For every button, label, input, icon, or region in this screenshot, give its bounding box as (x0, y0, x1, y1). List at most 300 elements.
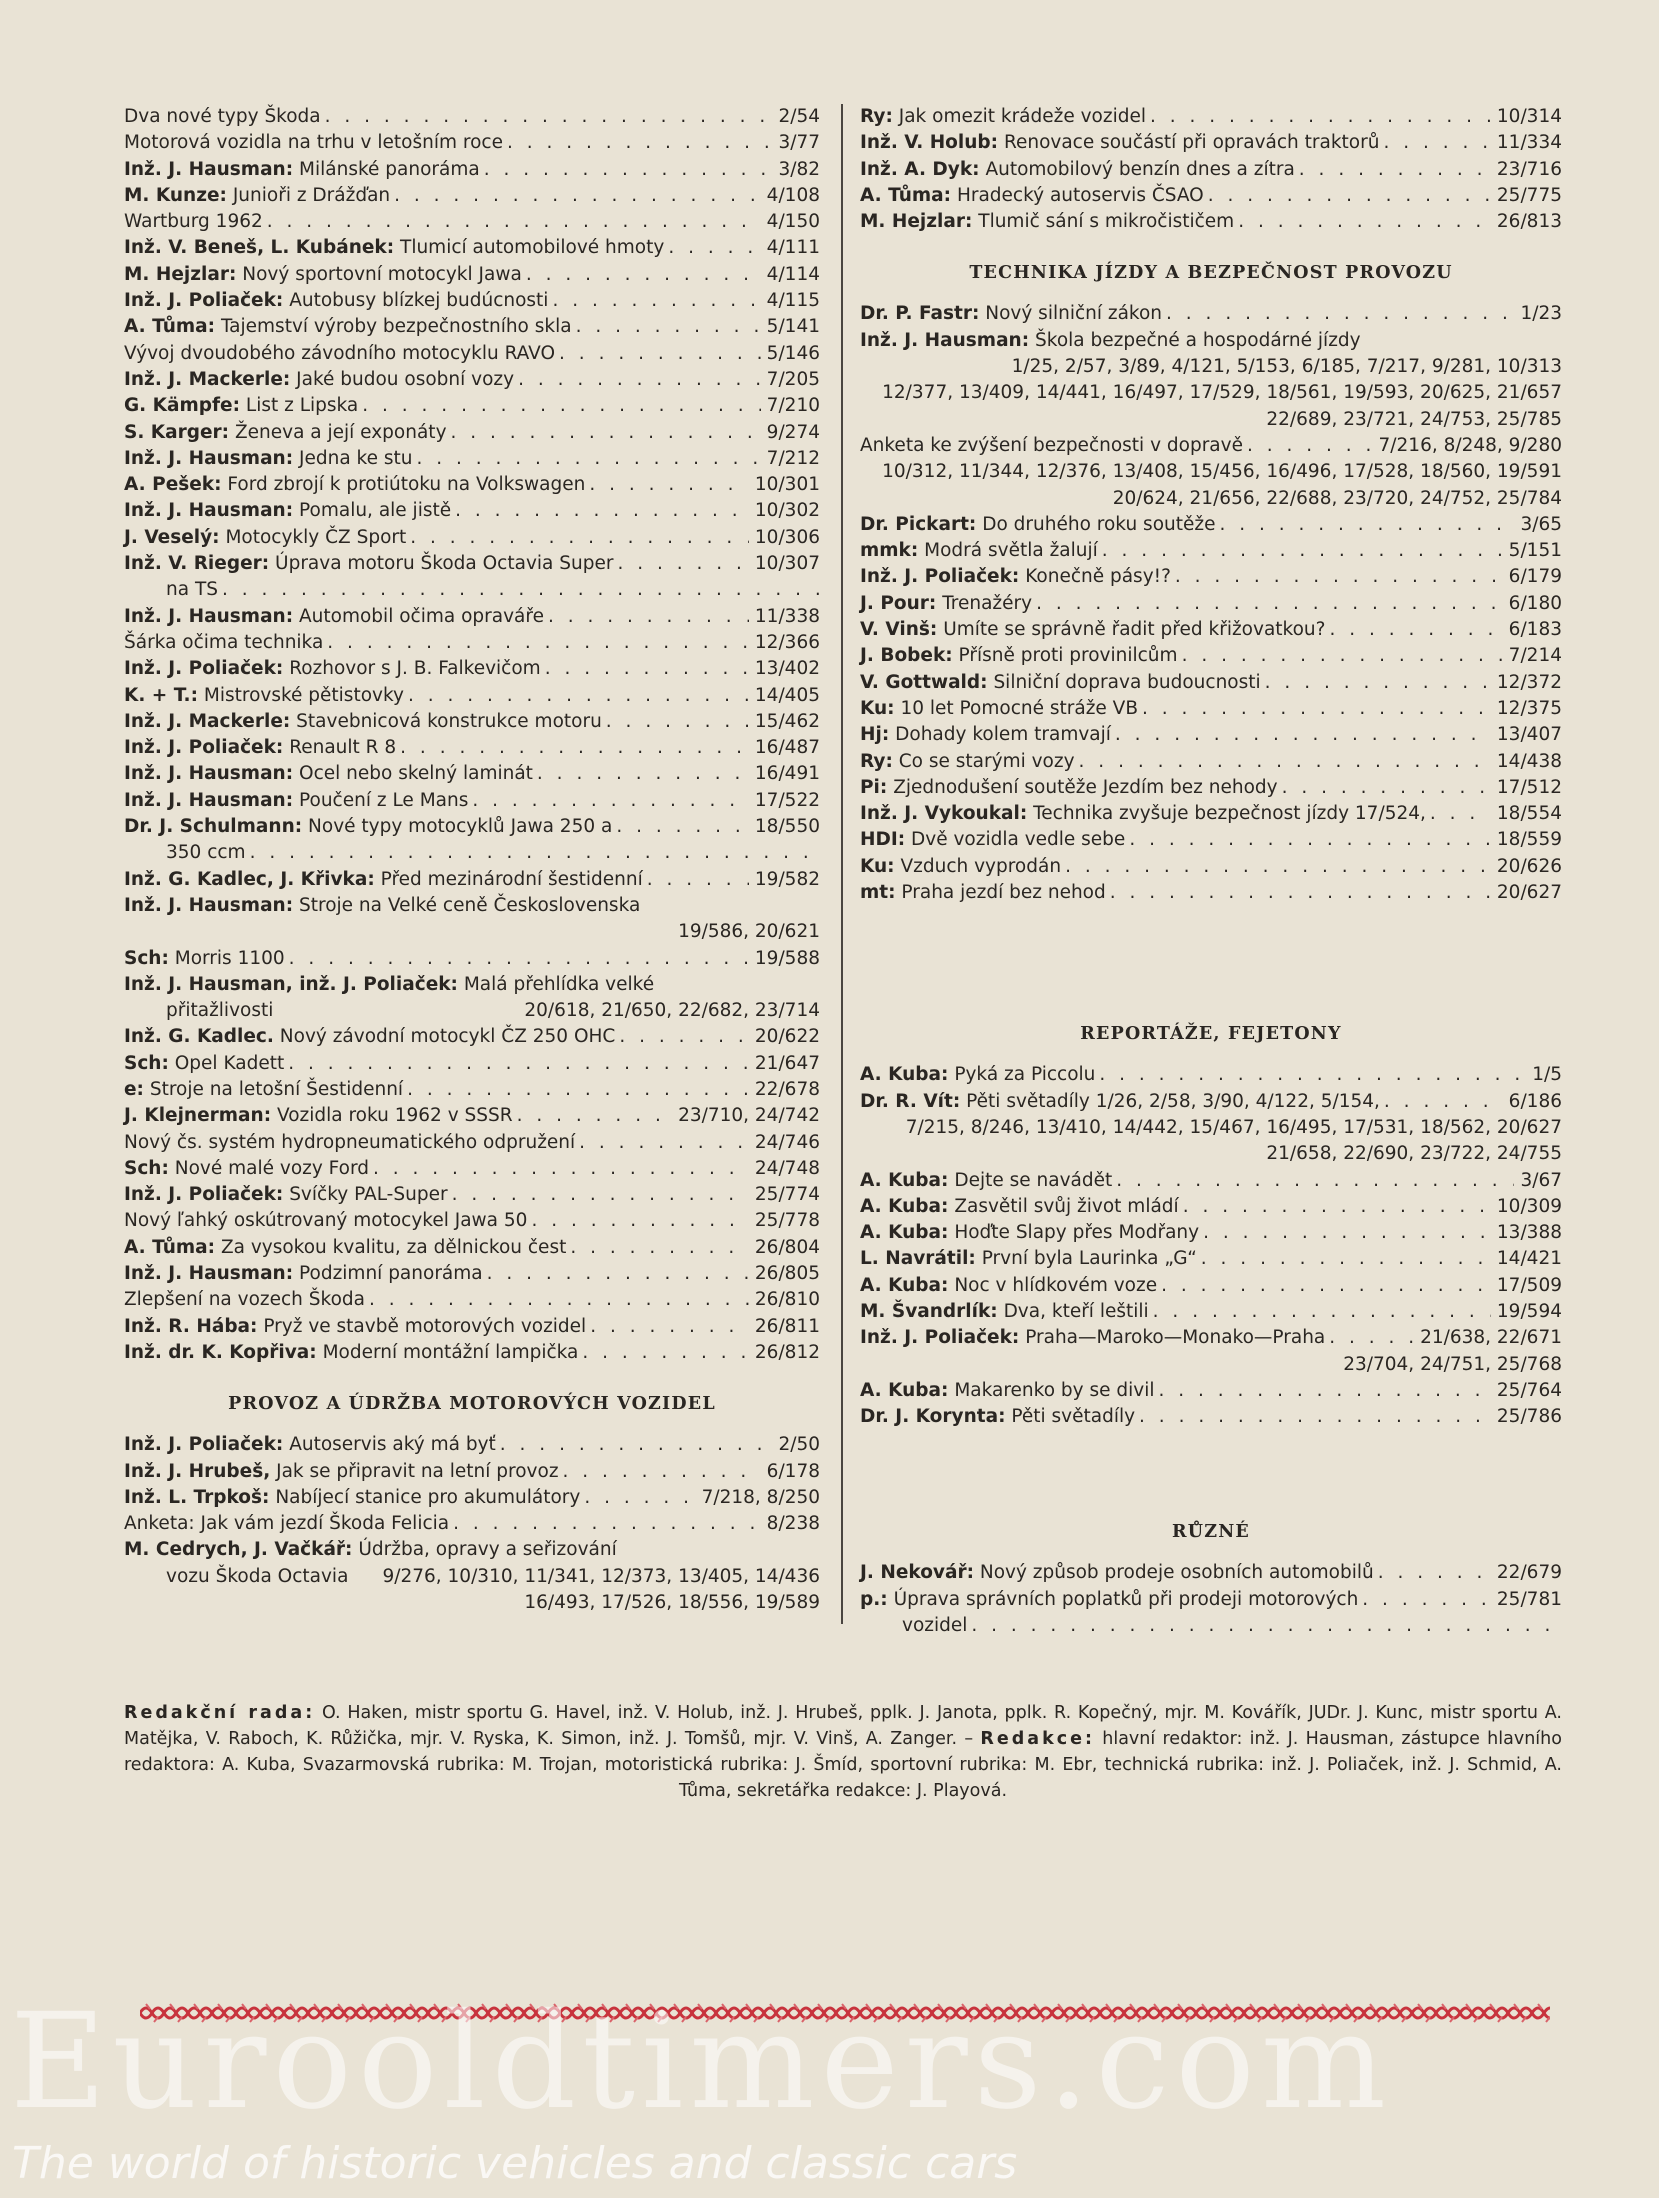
leader-dots (1098, 538, 1503, 564)
entry-author: J. Veselý: (124, 526, 220, 548)
entry-text (860, 328, 1361, 354)
leader-dots (566, 1235, 749, 1261)
entry-text (124, 1077, 403, 1103)
list-item (124, 551, 820, 604)
entry-title: Za vysokou kvalitu, za dělnickou čest (220, 1236, 567, 1258)
entry-ref: 4/108 (766, 184, 820, 206)
entry-ref: 13/402 (754, 658, 820, 680)
entry-text (124, 104, 321, 130)
entry-text (860, 591, 1032, 617)
entry-text (124, 472, 585, 498)
entry-text (124, 972, 654, 998)
entry-ref: 19/594 (1496, 1300, 1562, 1322)
entry-author: A. Tůma: (124, 316, 216, 338)
entry-ref: 13/388 (1496, 1222, 1562, 1244)
list-item (124, 1051, 820, 1077)
leader-dots (533, 761, 749, 787)
entry-author: L. Navrátil: (860, 1248, 976, 1270)
entry-text (860, 880, 1106, 906)
entry-ref: 6/178 (766, 1460, 820, 1482)
entry-text (860, 1089, 1380, 1115)
entry-ref: 2/50 (778, 1434, 820, 1456)
entry-line (124, 104, 820, 130)
entry-ref: 21/638, 22/671 (1420, 1327, 1562, 1349)
entry-line (124, 1156, 820, 1182)
entry-title: Technika zvyšuje bezpečnost jízdy 17/524, (1033, 803, 1426, 825)
entry-ref-cont: 23/704, 24/751, 25/768 (1343, 1353, 1562, 1375)
list-item (124, 1485, 820, 1511)
entry-title: Autobusy blízkej budúcnosti (289, 290, 549, 312)
entry-title-cont: přitažlivosti (166, 1000, 274, 1022)
leader-dots (285, 946, 749, 972)
entry-author: Inž. J. Hausman: (124, 500, 294, 522)
entry-line (124, 235, 820, 261)
entry-line (124, 1564, 820, 1590)
entry-ref: 10/301 (754, 474, 820, 496)
entry-text (124, 604, 544, 630)
leader-dots (1157, 1273, 1491, 1299)
entry-author: M. Kunze: (124, 184, 227, 206)
list-item (124, 1103, 820, 1129)
entry-ref: 1/5 (1532, 1064, 1562, 1086)
entry-text (860, 827, 1125, 853)
entry-text (124, 656, 541, 682)
list-item (124, 735, 820, 761)
entry-author: Ry: (860, 106, 893, 127)
entry-text (860, 854, 1061, 880)
entry-title: Nabíjecí stanice pro akumulátory (275, 1486, 581, 1508)
entry-line (860, 564, 1562, 590)
list-item (860, 1246, 1562, 1272)
list-item (124, 1287, 820, 1313)
leader-dots (555, 341, 761, 367)
entry-text (124, 130, 503, 156)
entry-ref: 20/622 (754, 1026, 820, 1048)
entry-ref-cont: 12/377, 13/409, 14/441, 16/497, 17/529, 18/561, 19/593, 20/625, 21/657 (882, 382, 1562, 404)
entry-text (124, 367, 514, 393)
entry-text (124, 761, 533, 787)
entry-line (860, 1613, 1562, 1639)
entry-text (124, 1103, 513, 1129)
entry-ref: 10/306 (754, 526, 820, 548)
entry-author: Inž. J. Hausman: (124, 763, 294, 785)
entry-ref: 15/462 (754, 710, 820, 732)
entry-line (124, 840, 820, 866)
entry-ref: 8/238 (766, 1513, 820, 1535)
entry-author: mt: (860, 882, 896, 904)
entry-line (124, 393, 820, 419)
entry-line (860, 301, 1562, 327)
entry-title: Jak se připravit na letní provoz (276, 1460, 559, 1482)
watermark-tagline: The world of historic vehicles and classic cars (12, 2138, 1018, 2189)
entry-ref: 7/205 (766, 368, 820, 390)
list-item (860, 512, 1562, 538)
list-item (860, 1062, 1562, 1088)
entry-text (124, 1261, 483, 1287)
entry-title: Vývoj dvoudobého závodního motocyklu RAVO (124, 342, 556, 364)
entry-line (124, 893, 820, 919)
entry-ref: 6/183 (1508, 619, 1562, 641)
entry-title: Pěti světadíly (1011, 1406, 1136, 1428)
entry-title: List z Lipska (245, 395, 359, 417)
leader-dots (449, 1511, 761, 1537)
entry-ref: 17/522 (754, 789, 820, 811)
entry-author: Inž. J. Hausman, inž. J. Poliaček: (124, 973, 458, 995)
entry-ref: 26/805 (754, 1263, 820, 1285)
entry-line (124, 341, 820, 367)
list-item (124, 314, 820, 340)
list-item (124, 341, 820, 367)
leader-dots (541, 656, 749, 682)
entry-ref: 5/151 (1508, 540, 1562, 562)
entry-line (860, 696, 1562, 722)
entry-text (124, 946, 285, 972)
entry-line (860, 104, 1562, 130)
entry-ref: 7/210 (766, 395, 820, 417)
entry-title: Před mezinárodní šestidenní (380, 868, 643, 890)
entry-title: Junioři z Drážďan (232, 184, 391, 206)
entry-ref: 3/77 (778, 132, 820, 154)
entry-line (124, 604, 820, 630)
entry-ref-cont: 21/658, 22/690, 23/722, 24/755 (1266, 1143, 1562, 1165)
entry-line (124, 1235, 820, 1261)
entry-author: Inž. L. Trpkoš: (124, 1486, 270, 1508)
entry-text (124, 551, 613, 577)
entry-author: HDI: (860, 829, 906, 851)
entry-ref: 7/212 (766, 447, 820, 469)
entry-author: Inž. dr. K. Kopřiva: (124, 1341, 317, 1363)
entry-ref: 4/115 (766, 290, 820, 312)
leader-dots (480, 157, 773, 183)
entry-title: Pyká za Piccolu (954, 1064, 1096, 1086)
entry-title: Nový způsob prodeje osobních automobilů (979, 1562, 1374, 1584)
leader-dots (544, 604, 749, 630)
entry-ref: 9/276, 10/310, 11/341, 12/373, 13/405, 14/436 (382, 1565, 820, 1587)
entry-text (860, 1560, 1374, 1586)
entry-line (124, 551, 820, 577)
entry-text (860, 617, 1325, 643)
list-item (124, 1261, 820, 1287)
entry-text (124, 788, 468, 814)
entry-title: Praha—Maroko—Monako—Praha (1025, 1327, 1326, 1349)
entry-title: Tajemství výroby bezpečnostního skla (220, 316, 572, 338)
entry-line (860, 157, 1562, 183)
entry-text (860, 1220, 1199, 1246)
entry-text (124, 1130, 575, 1156)
entry-ref: 16/491 (754, 763, 820, 785)
right-column (860, 104, 1562, 1639)
entry-title: Trenažéry (942, 592, 1033, 614)
entry-text (124, 314, 572, 340)
entry-ref: 22/679 (1496, 1562, 1562, 1584)
entry-author: Inž. J. Hausman: (124, 447, 294, 469)
section-heading-reportaze: REPORTÁŽE, FEJETONY (1080, 1024, 1342, 1045)
entry-author: Ku: (860, 697, 895, 719)
entry-ref-cont: 22/689, 23/721, 24/753, 25/785 (1266, 408, 1562, 430)
entry-author: Inž. G. Kadlec. (124, 1026, 274, 1048)
entry-author: Inž. J. Poliaček: (860, 1327, 1020, 1349)
list-item (124, 235, 820, 261)
leader-dots (522, 262, 761, 288)
entry-text (860, 564, 1171, 590)
list-item (860, 1273, 1562, 1299)
entry-line (860, 591, 1562, 617)
entry-title: Autoservis aký má byť (289, 1434, 496, 1456)
entry-ref: 1/23 (1520, 303, 1562, 325)
leader-dots (246, 840, 820, 866)
entry-line (860, 538, 1562, 564)
entry-title: Pomalu, ale jistě (299, 500, 452, 522)
entry-text (860, 301, 1162, 327)
entry-text (860, 433, 1243, 459)
entry-title: Šárka očima technika (124, 631, 324, 653)
entry-title-cont: na TS (166, 579, 218, 601)
entry-line (124, 367, 820, 393)
reportaze-entry-list (860, 1062, 1562, 1430)
list-item (860, 643, 1562, 669)
list-item (124, 1235, 820, 1261)
entry-line (124, 1103, 820, 1129)
leader-dots (447, 420, 761, 446)
entry-author: G. Kämpfe: (124, 395, 240, 417)
entry-text (124, 498, 451, 524)
entry-title: Zlepšení na vozech Škoda (124, 1289, 365, 1311)
leader-dots (559, 1459, 761, 1485)
entry-ref: 25/778 (754, 1210, 820, 1232)
entry-title: Praha jezdí bez nehod (901, 882, 1106, 904)
list-item (124, 1459, 820, 1485)
entry-text (860, 1378, 1155, 1404)
list-item (124, 472, 820, 498)
leader-dots (1215, 512, 1514, 538)
entry-title: Opel Kadett (174, 1052, 285, 1074)
entry-author: Inž. V. Rieger: (124, 553, 270, 575)
entry-title: Milánské panoráma (299, 158, 480, 180)
entry-ref: 20/627 (1496, 882, 1562, 904)
leader-dots (1295, 157, 1491, 183)
leader-dots (513, 1103, 672, 1129)
entry-text (860, 157, 1295, 183)
entry-text (124, 1156, 369, 1182)
column-divider (841, 104, 843, 1624)
entry-text (124, 630, 323, 656)
entry-text (860, 1587, 1358, 1613)
list-item (860, 1168, 1562, 1194)
entry-line (860, 1168, 1562, 1194)
entry-title: Tlumič sání s mikročističem (978, 211, 1235, 233)
entry-author: Inž. J. Hausman: (124, 158, 294, 180)
entry-line (124, 209, 820, 235)
list-item (124, 761, 820, 787)
leader-dots (323, 630, 749, 656)
list-item (124, 1314, 820, 1340)
entry-text (860, 512, 1215, 538)
list-item (860, 827, 1562, 853)
leader-dots (1234, 209, 1491, 235)
leader-dots (284, 1051, 749, 1077)
entry-title: Noc v hlídkovém voze (954, 1274, 1158, 1296)
entry-title: Motorová vozidla na trhu v letošním roce (124, 132, 503, 154)
leader-dots (468, 788, 749, 814)
entry-title: Dejte se navádět (954, 1169, 1113, 1191)
entry-line (124, 1314, 820, 1340)
editorial-staff-label: Redakce: (980, 1729, 1095, 1749)
leader-dots (1135, 1404, 1491, 1430)
entry-author: Inž. J. Poliaček: (124, 737, 284, 759)
entry-title: Anketa ke zvýšení bezpečnosti v dopravě (860, 434, 1243, 456)
entry-title: Nové malé vozy Ford (174, 1157, 370, 1179)
entry-author: Inž. J. Vykoukal: (860, 803, 1028, 825)
entry-text (860, 538, 1098, 564)
entry-title: Podzimní panoráma (299, 1263, 483, 1285)
entry-text (124, 1340, 578, 1366)
entry-ref: 6/186 (1508, 1090, 1562, 1112)
entry-line (860, 1194, 1562, 1220)
entry-author: A. Pešek: (124, 474, 222, 496)
entry-ref: 11/334 (1496, 132, 1562, 154)
entry-ref: 22/678 (754, 1078, 820, 1100)
entry-line (860, 670, 1562, 696)
entry-author: M. Hejzlar: (124, 263, 237, 285)
entry-line (860, 1587, 1562, 1613)
entry-title: Renault R 8 (289, 737, 397, 759)
entry-line (124, 1511, 820, 1537)
list-item (860, 591, 1562, 617)
list-item (124, 130, 820, 156)
entry-ref: 3/82 (778, 158, 820, 180)
left-entry-list (124, 104, 820, 1366)
leader-dots (448, 1182, 749, 1208)
entry-title: Ocel nebo skelný laminát (299, 763, 533, 785)
entry-author: Dr. R. Vít: (860, 1090, 961, 1112)
leader-dots (406, 525, 749, 551)
entry-title: Nový čs. systém hydropneumatického odpružení (124, 1131, 576, 1153)
entry-line (124, 972, 820, 998)
editorial-staff-text: hlavní redaktor: inž. J. Hausman, zástupce hlavního redaktora: A. Kuba, Svazarmovská rubrika: M. Trojan, motoristická rubrika: J. Šmíd, sportovní rubrika: M. Ebr, technická rubrika: inž. J. Poliaček, inž. J. Schmid, A. Tůma, sekretářka redakce: J. Playová. (124, 1729, 1562, 1801)
entry-author: S. Karger: (124, 421, 230, 443)
entry-author: Dr. J. Korynta: (860, 1406, 1006, 1428)
entry-text (124, 1511, 449, 1537)
entry-line (860, 1325, 1562, 1351)
leader-dots (1204, 183, 1491, 209)
list-item (124, 288, 820, 314)
entry-ref-cont: 7/215, 8/246, 13/410, 14/442, 15/467, 16/495, 17/531, 18/562, 20/627 (905, 1116, 1562, 1138)
leader-dots (358, 393, 760, 419)
list-item (124, 709, 820, 735)
entry-ref: 20/618, 21/650, 22/682, 23/714 (524, 1000, 820, 1022)
list-item (860, 1404, 1562, 1430)
leader-dots (602, 709, 749, 735)
entry-ref-cont: 19/586, 20/621 (678, 921, 820, 943)
entry-line (860, 183, 1562, 209)
entry-author: M. Cedrych, J. Vačkář: (124, 1539, 353, 1561)
list-item (124, 1432, 820, 1458)
entry-author: A. Tůma: (124, 1236, 216, 1258)
list-item (124, 1208, 820, 1234)
entry-text (124, 262, 522, 288)
list-item (124, 420, 820, 446)
entry-line (124, 1182, 820, 1208)
list-item (124, 630, 820, 656)
entry-title: Dohady kolem tramvají (895, 724, 1111, 746)
entry-text (860, 1299, 1149, 1325)
entry-author: J. Pour: (860, 592, 937, 614)
entry-title: Modrá světla žalují (924, 540, 1098, 562)
list-item (124, 683, 820, 709)
list-item (124, 1340, 820, 1366)
entry-line (124, 1340, 820, 1366)
entry-ref: 25/781 (1496, 1588, 1562, 1610)
entry-ref: 7/218, 8/250 (701, 1486, 820, 1508)
leader-dots (514, 367, 761, 393)
entry-text (124, 683, 404, 709)
entry-ref: 6/180 (1508, 592, 1562, 614)
provoz-entry-list (124, 1432, 820, 1616)
entry-author: Dr. P. Fastr: (860, 303, 980, 325)
entry-line (124, 420, 820, 446)
entry-line (860, 1220, 1562, 1246)
entry-title: Nový silniční zákon (985, 303, 1163, 325)
entry-text (124, 525, 406, 551)
entry-line (124, 1485, 820, 1511)
leader-dots (412, 446, 760, 472)
entry-title: Renovace součástí při opravách traktorů (1003, 132, 1380, 154)
entry-author: Dr. Pickart: (860, 513, 977, 535)
entry-line (124, 288, 820, 314)
leader-dots (483, 1261, 749, 1287)
entry-ref: 26/813 (1496, 211, 1562, 233)
entry-line (860, 328, 1562, 354)
entry-line (124, 577, 820, 603)
entry-ref: 12/375 (1496, 697, 1562, 719)
entry-text (860, 696, 1138, 722)
entry-text (124, 735, 396, 761)
entry-ref: 24/748 (754, 1157, 820, 1179)
entry-title: Silniční doprava budoucnosti (993, 671, 1261, 693)
entry-title: Pěti světadíly 1/26, 2/58, 3/90, 4/122, 5/154, (966, 1090, 1380, 1112)
list-item (860, 1325, 1562, 1378)
entry-author: Inž. J. Hausman: (124, 789, 294, 811)
entry-title: Umíte se správně řadit před křižovatkou? (943, 619, 1326, 641)
list-item (860, 433, 1562, 512)
entry-line (124, 472, 820, 498)
list-item (124, 604, 820, 630)
entry-title: Hoďte Slapy přes Modřany (954, 1222, 1200, 1244)
leader-dots (613, 551, 748, 577)
entry-line (860, 1273, 1562, 1299)
entry-ref: 23/710, 24/742 (678, 1105, 820, 1127)
entry-text (124, 341, 555, 367)
list-item (860, 538, 1562, 564)
leader-dots (1138, 696, 1491, 722)
entry-title: 10 let Pomocné stráže VB (900, 697, 1139, 719)
entry-line (124, 1261, 820, 1287)
entry-text (860, 722, 1111, 748)
leader-dots (390, 183, 761, 209)
entry-title: Hradecký autoservis ČSAO (956, 184, 1204, 206)
editorial-board-label: Redakční rada: (124, 1703, 316, 1723)
list-item (860, 696, 1562, 722)
leader-dots (572, 314, 761, 340)
entry-author: A. Kuba: (860, 1379, 949, 1401)
entry-line (124, 1208, 820, 1234)
entry-ref-cont: 10/312, 11/344, 12/376, 13/408, 15/456, 16/496, 17/528, 18/560, 19/591 (882, 461, 1562, 483)
list-item (860, 1194, 1562, 1220)
entry-author: e: (124, 1078, 144, 1100)
entry-ref: 19/588 (754, 947, 820, 969)
entry-author: p.: (860, 1588, 888, 1610)
entry-ref: 12/372 (1496, 671, 1562, 693)
